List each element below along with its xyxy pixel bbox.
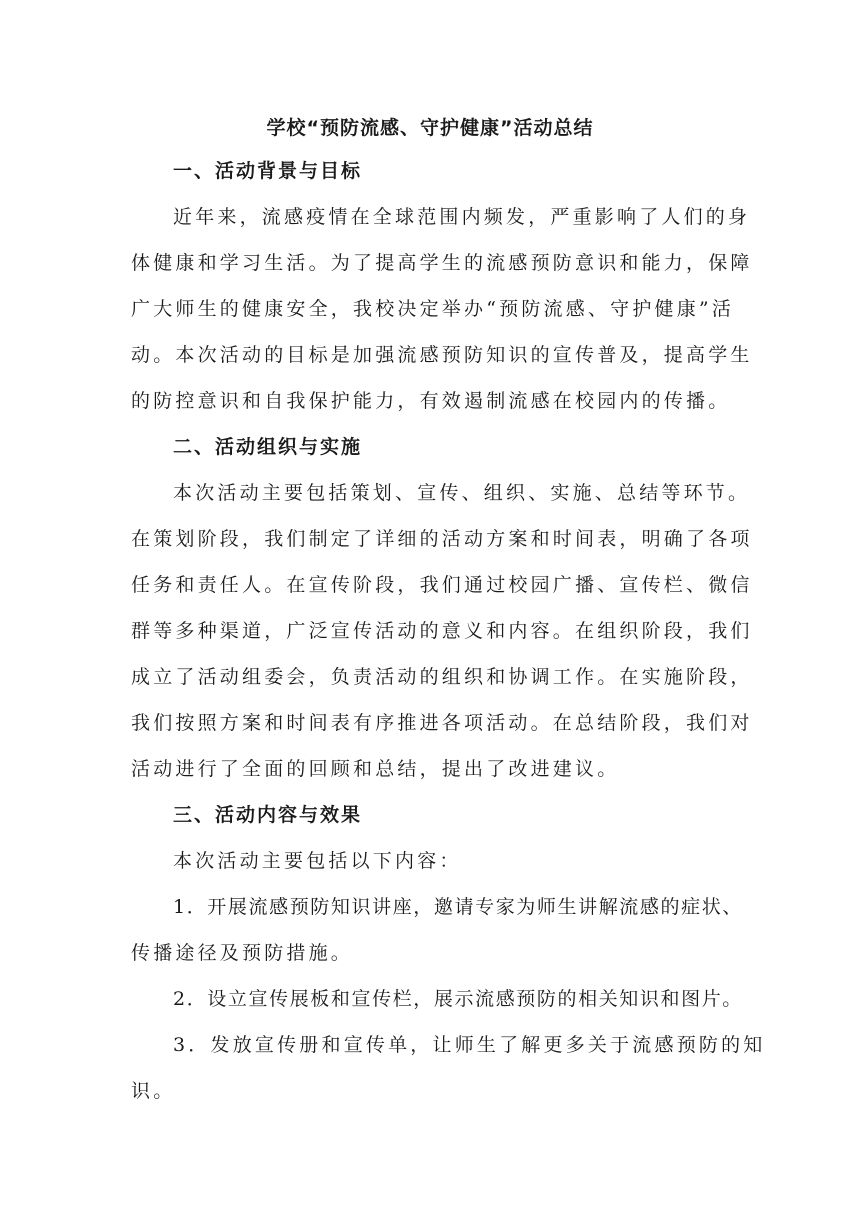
paragraph-line: 活动进行了全面的回顾和总结，提出了改进建议。 — [131, 758, 620, 780]
section-heading-organization: 二、活动组织与实施 — [173, 436, 363, 458]
paragraph-line: 体健康和学习生活。为了提高学生的流感预防意识和能力，保障 — [131, 252, 753, 274]
paragraph-line: 成立了活动组委会，负责活动的组织和协调工作。在实施阶段， — [131, 666, 753, 688]
document-title: 学校“预防流感、守护健康”活动总结 — [266, 117, 594, 139]
list-item-continuation: 传播途径及预防措施。 — [131, 942, 354, 964]
paragraph-line: 广大师生的健康安全，我校决定举办“预防流感、守护健康”活 — [131, 298, 735, 320]
paragraph-line: 在策划阶段，我们制定了详细的活动方案和时间表，明确了各项 — [131, 528, 753, 550]
paragraph-line: 本次活动主要包括以下内容： — [173, 850, 462, 872]
list-item: 3．发放宣传册和宣传单，让师生了解更多关于流感预防的知 — [173, 1034, 766, 1056]
paragraph-line: 的防控意识和自我保护能力，有效遏制流感在校园内的传播。 — [131, 390, 731, 412]
section-heading-background: 一、活动背景与目标 — [173, 160, 363, 182]
paragraph-line: 本次活动主要包括策划、宣传、组织、实施、总结等环节。 — [173, 482, 751, 504]
list-item: 1．开展流感预防知识讲座，邀请专家为师生讲解流感的症状、 — [173, 896, 743, 918]
paragraph-line: 我们按照方案和时间表有序推进各项活动。在总结阶段，我们对 — [131, 712, 753, 734]
list-item-continuation: 识。 — [131, 1080, 176, 1102]
paragraph-line: 近年来，流感疫情在全球范围内频发，严重影响了人们的身 — [173, 206, 751, 228]
paragraph-line: 任务和责任人。在宣传阶段，我们通过校园广播、宣传栏、微信 — [131, 574, 753, 596]
section-heading-content: 三、活动内容与效果 — [173, 804, 363, 826]
paragraph-line: 动。本次活动的目标是加强流感预防知识的宣传普及，提高学生 — [131, 344, 753, 366]
list-item: 2．设立宣传展板和宣传栏，展示流感预防的相关知识和图片。 — [173, 988, 743, 1010]
paragraph-line: 群等多种渠道，广泛宣传活动的意义和内容。在组织阶段，我们 — [131, 620, 753, 642]
